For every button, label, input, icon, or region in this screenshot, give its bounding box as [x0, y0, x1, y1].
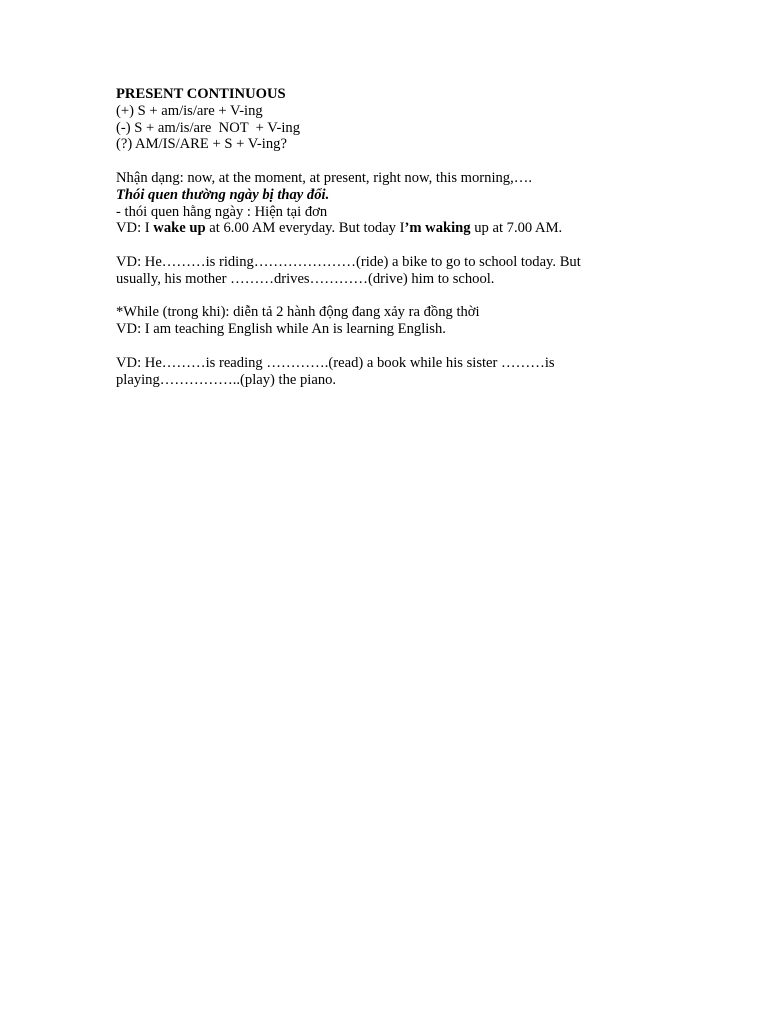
- exercise-1-line-1: VD: He………is riding…………………(ride) a bike to go to school today. But: [116, 253, 581, 270]
- example-bold-verb: ’m waking: [404, 220, 471, 237]
- paragraph-gap: [116, 288, 656, 305]
- formula-positive: (+) S + am/is/are + V-ing: [116, 102, 263, 119]
- habit-heading: Thói quen thường ngày bị thay đổi.: [116, 186, 330, 203]
- paragraph-gap: [116, 338, 656, 355]
- example-text: up at 7.00 AM.: [470, 220, 563, 237]
- while-example: VD: I am teaching English while An is learning English.: [116, 321, 446, 338]
- while-rule: *While (trong khi): diễn tả 2 hành động đang xảy ra đồng thời: [116, 304, 480, 321]
- formula-question: (?) AM/IS/ARE + S + V-ing?: [116, 136, 287, 153]
- paragraph-gap: [116, 237, 656, 254]
- exercise-2-line-2: playing……………..(play) the piano.: [116, 371, 337, 388]
- exercise-1-line-2: usually, his mother ………drives…………(drive) him to school.: [116, 270, 495, 287]
- example-text: at 6.00 AM everyday. But today I: [205, 220, 405, 237]
- example-bold-verb: wake up: [153, 220, 206, 237]
- page-title: PRESENT CONTINUOUS: [116, 86, 286, 102]
- example-text: VD: I: [116, 220, 154, 237]
- habit-note: - thói quen hằng ngày : Hiện tại đơn: [116, 203, 328, 220]
- example-wake-up: [116, 220, 656, 237]
- signal-words: Nhận dạng: now, at the moment, at present, right now, this morning,….: [116, 169, 532, 186]
- document-page: [116, 86, 656, 388]
- formula-negative: (-) S + am/is/are NOT + V-ing: [116, 119, 301, 136]
- exercise-2-line-1: VD: He………is reading ………….(read) a book while his sister ………is: [116, 354, 555, 371]
- paragraph-gap: [116, 153, 656, 170]
